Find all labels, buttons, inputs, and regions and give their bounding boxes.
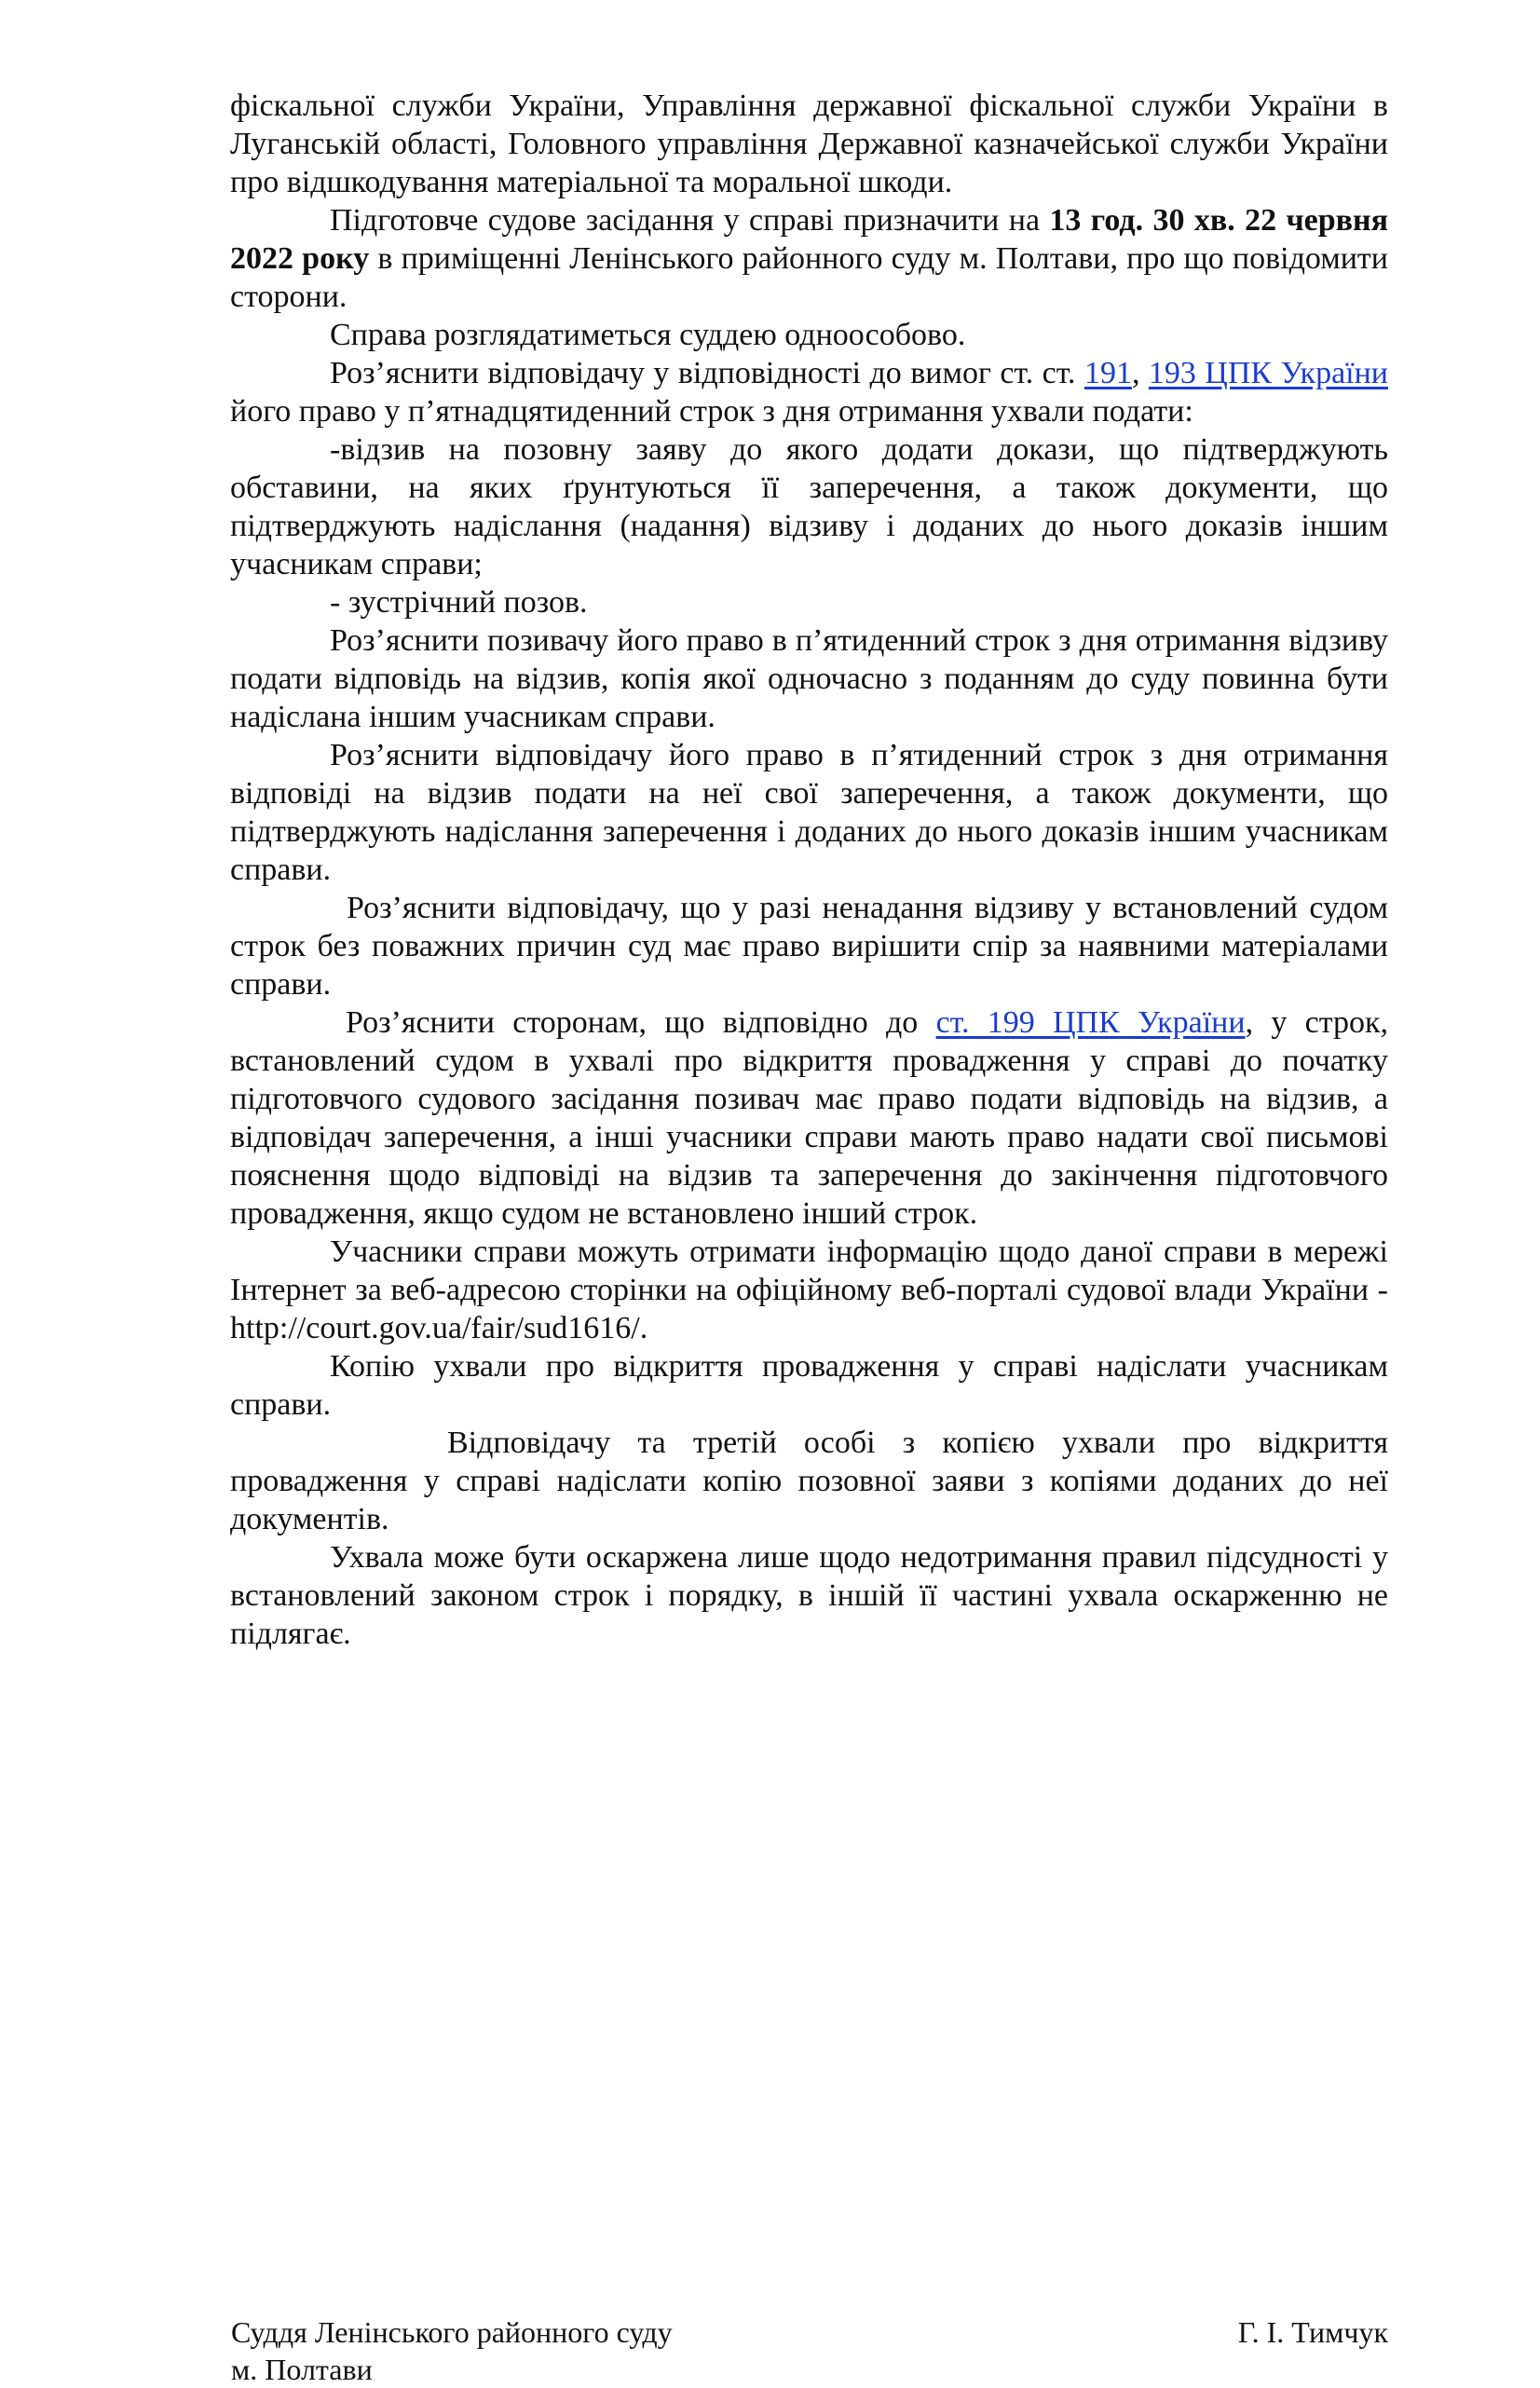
judge-name: Г. І. Тимчук bbox=[1237, 2315, 1388, 2349]
list-item-response: -відзив на позовну заяву до якого додати докази, що підтверджують обставини, на яких ґрунтуються її заперечення, а також документи, що підтверджують надіслання (надання) відзиву і доданих до нього доказів іншим учасникам справи; bbox=[230, 432, 1388, 581]
paragraph-parties: фіскальної служби України, Управління державної фіскальної служби України в Луганській області, Головного управління Державної казначейської служби України про відшкодування матеріальної та моральної шкоди. bbox=[230, 89, 1388, 199]
paragraph-internet-info: Учасники справи можуть отримати інформацію щодо даної справи в мережі Інтернет за веб-адресою сторінки на офіційному веб-порталі судової влади України - http://court.gov.ua/fair/sud1616/. bbox=[230, 1235, 1388, 1345]
paragraph-defendant-objections: Роз’яснити відповідачу його право в п’ятиденний строк з дня отримання відповіді на відзив подати на неї свої заперечення, а також документи, що підтверджують надіслання заперечення і доданих до нього доказів іншим учасникам справи. bbox=[230, 738, 1388, 887]
paragraph-defendant-rights: Роз’яснити відповідачу у відповідності до вимог ст. ст. 191, 193 ЦПК України його право у п’ятнадцятиденний строк з дня отримання ухвали подати: bbox=[230, 356, 1388, 429]
paragraph-third-party: Відповідачу та третій особі з копією ухвали про відкриття провадження у справі надіслати копію позовної заяви з копіями доданих до неї документів. bbox=[230, 1426, 1388, 1536]
paragraph-single-judge: Справа розглядатиметься суддею одноособово. bbox=[330, 318, 966, 352]
document-body bbox=[230, 87, 1388, 1653]
paragraph-appeal: Ухвала може бути оскаржена лише щодо недотримання правил підсудності у встановлений законом строк і порядку, в іншій її частині ухвала оскарженню не підлягає. bbox=[230, 1540, 1388, 1651]
paragraph-article-199: Роз’яснити сторонам, що відповідно до ст. 199 ЦПК України, у строк, встановлений судом в ухвалі про відкриття провадження у справі до початку підготовчого судового засідання позивач має право подати відповідь на відзив, а відповідач заперечення, а інші учасники справи мають право надати свої письмові пояснення щодо відповіді на відзив та заперечення до закінчення підготовчого провадження, якщо судом не встановлено інший строк. bbox=[230, 1005, 1388, 1231]
signature-title bbox=[231, 2313, 673, 2388]
paragraph-no-response: Роз’яснити відповідачу, що у разі ненадання відзиву у встановлений судом строк без поважних причин суд має право вирішити спір за наявними матеріалами справи. bbox=[230, 891, 1388, 1002]
hearing-datetime: 13 год. 30 хв. 22 червня 2022 року bbox=[230, 203, 1388, 276]
paragraph-send-copy: Копію ухвали про відкриття провадження у справі надіслати учасникам справи. bbox=[230, 1349, 1388, 1422]
paragraph-plaintiff-rights: Роз’яснити позивачу його право в п’ятиденний строк з дня отримання відзиву подати відповідь на відзив, копія якої одночасно з поданням до суду повинна бути надіслана іншим учасникам справи. bbox=[230, 623, 1388, 734]
court-city: м. Полтави bbox=[231, 2353, 373, 2386]
list-item-counterclaim: - зустрічний позов. bbox=[330, 585, 588, 620]
link-article-193-cpc[interactable]: 193 ЦПК України bbox=[1148, 356, 1388, 390]
judge-position: Суддя Ленінського районного суду bbox=[231, 2315, 673, 2349]
link-article-191[interactable]: 191 bbox=[1083, 356, 1132, 390]
paragraph-hearing-date: Підготовче судове засідання у справі призначити на 13 год. 30 хв. 22 червня 2022 року в приміщенні Ленінського районного суду м. Полтави, про що повідомити сторони. bbox=[230, 203, 1388, 314]
link-article-199-cpc[interactable]: ст. 199 ЦПК України bbox=[935, 1005, 1246, 1040]
